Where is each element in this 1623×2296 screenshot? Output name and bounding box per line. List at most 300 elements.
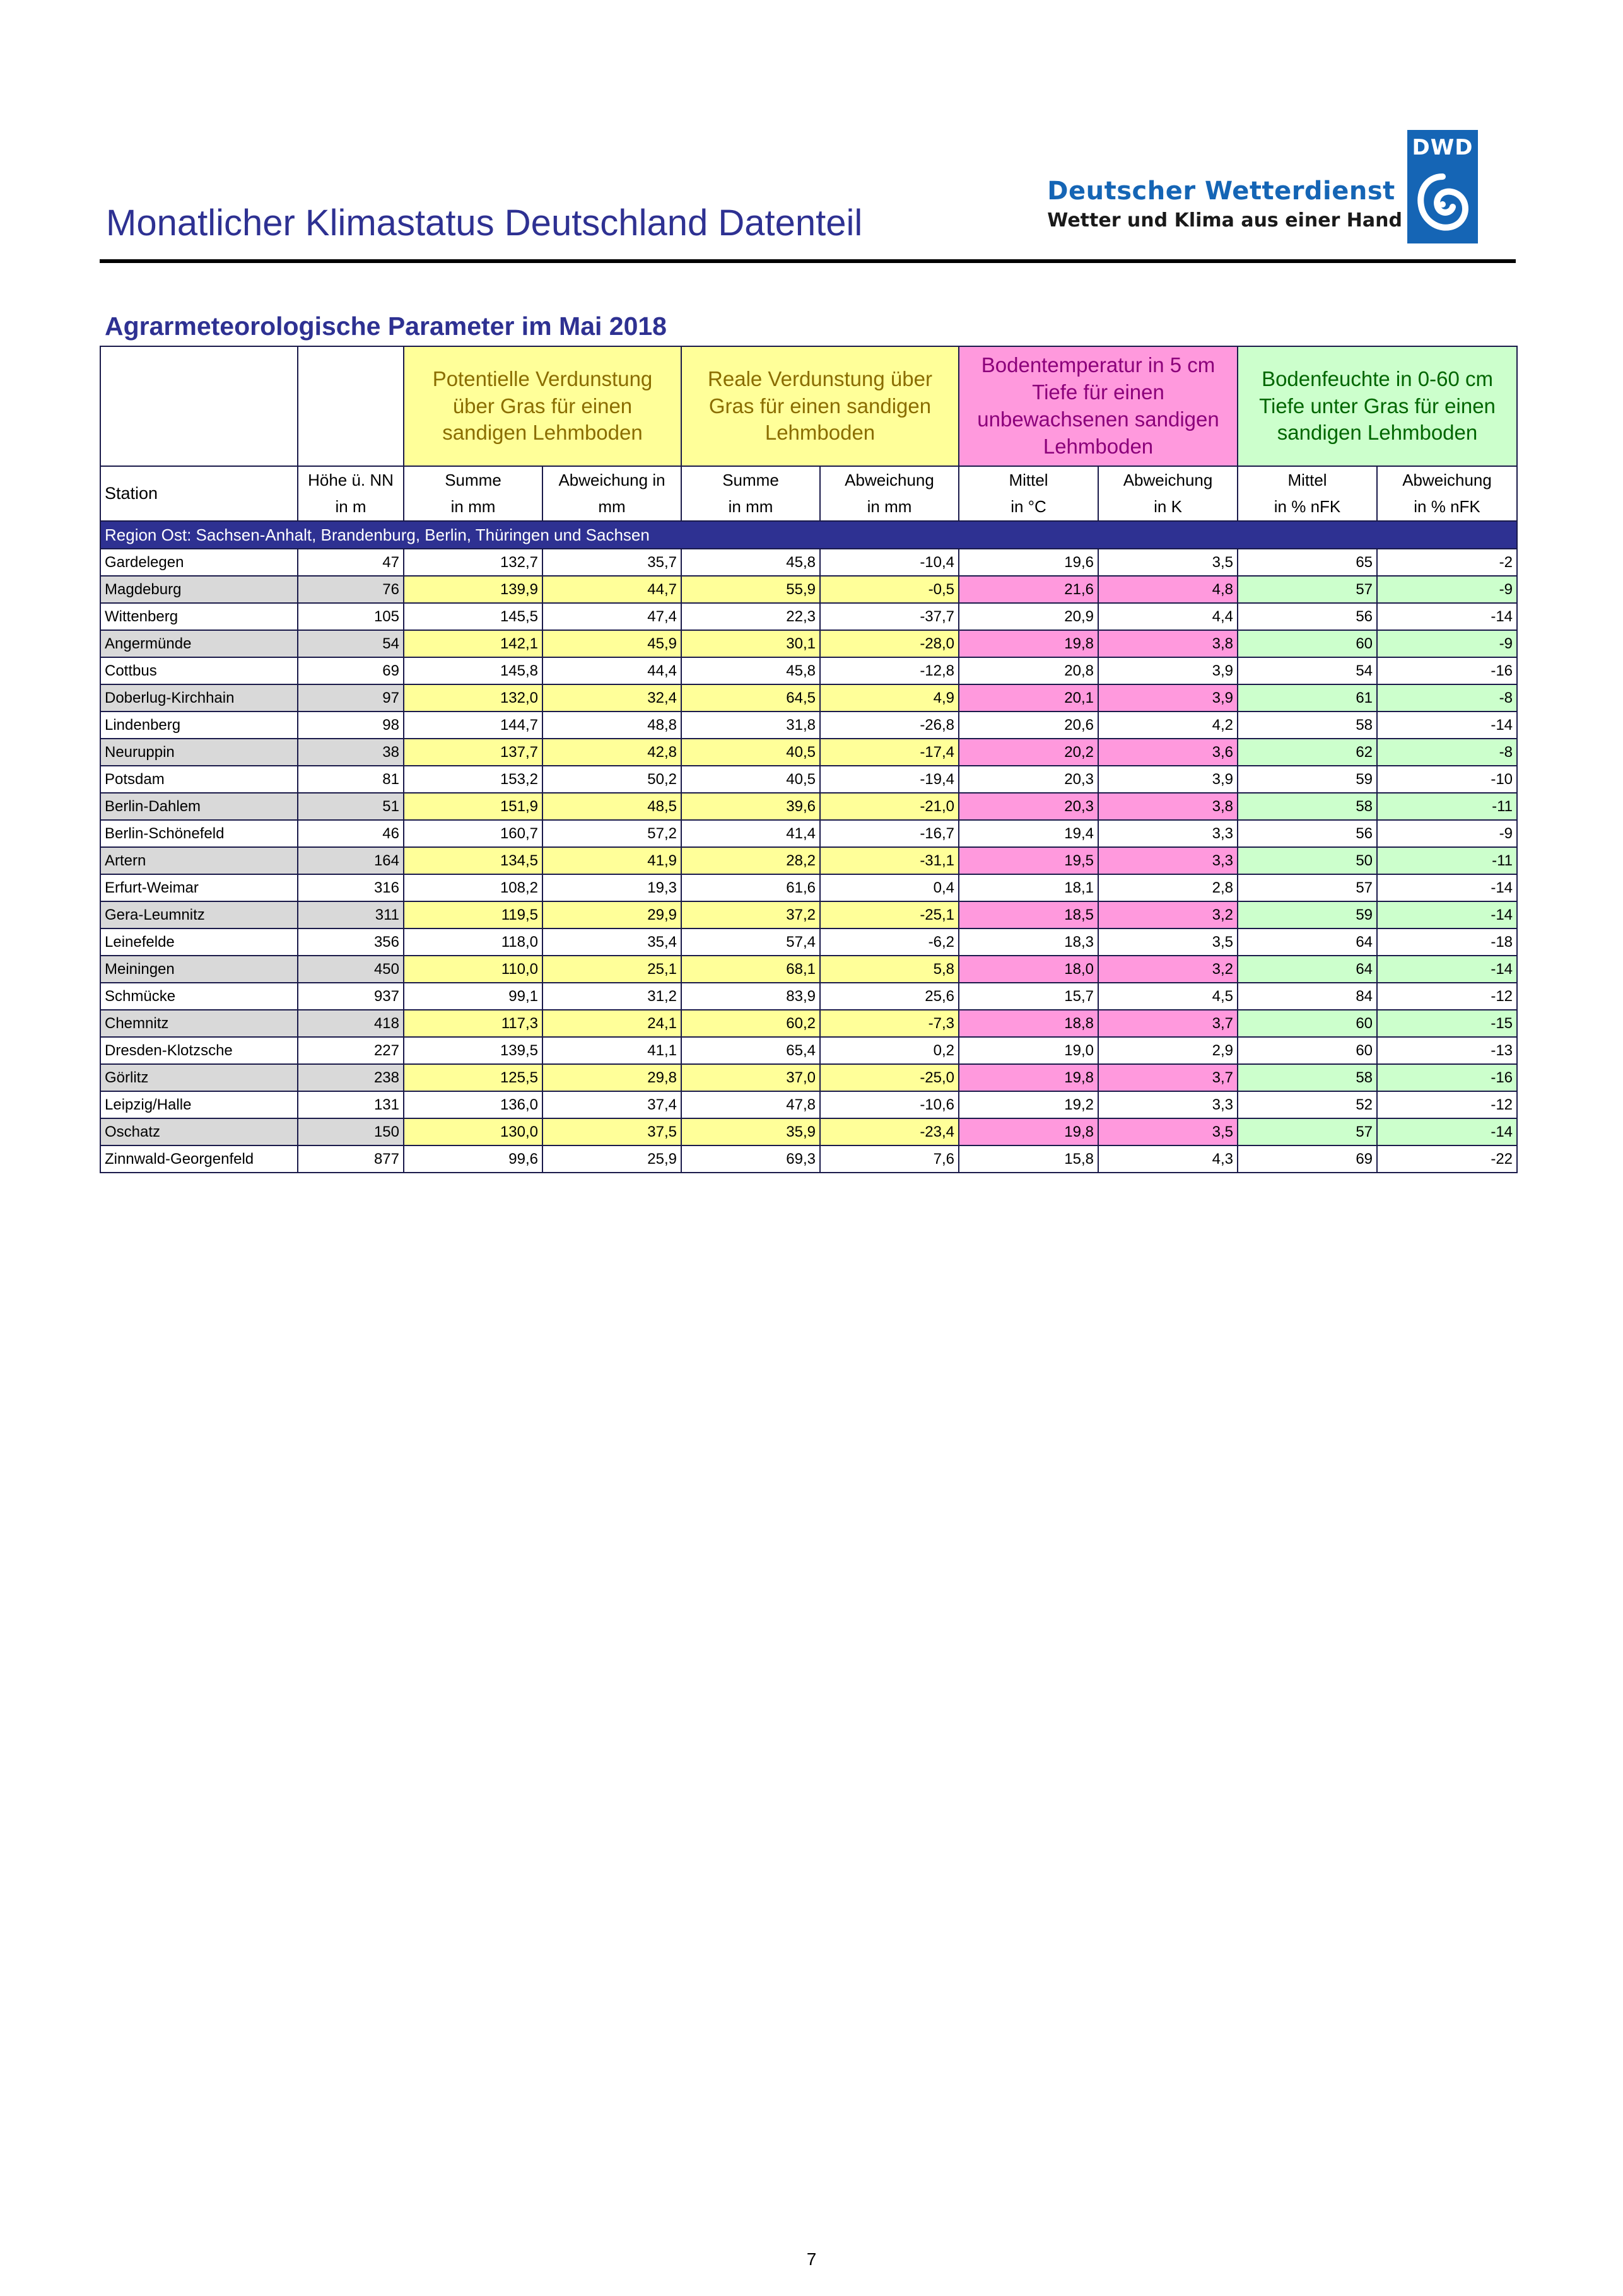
cell-pot-dev: 48,8 bbox=[542, 712, 681, 739]
cell-temp-mean: 18,1 bbox=[959, 874, 1098, 901]
cell-station-name: Schmücke bbox=[100, 983, 298, 1010]
cell-station-name: Görlitz bbox=[100, 1064, 298, 1091]
cell-real-dev: -31,1 bbox=[820, 847, 959, 874]
col-moist-dev bbox=[1377, 466, 1517, 521]
cell-temp-mean: 15,8 bbox=[959, 1145, 1098, 1173]
table-row bbox=[100, 1145, 1517, 1173]
cell-height: 450 bbox=[298, 956, 404, 983]
cell-station-name: Gera-Leumnitz bbox=[100, 901, 298, 928]
cell-station-name: Potsdam bbox=[100, 766, 298, 793]
cell-pot-sum: 137,7 bbox=[404, 739, 542, 766]
cell-moist-mean: 57 bbox=[1238, 576, 1377, 603]
table-row bbox=[100, 793, 1517, 820]
cell-height: 356 bbox=[298, 928, 404, 956]
cell-real-dev: 4,9 bbox=[820, 684, 959, 712]
cell-height: 38 bbox=[298, 739, 404, 766]
cell-moist-mean: 59 bbox=[1238, 901, 1377, 928]
cell-real-dev: -17,4 bbox=[820, 739, 959, 766]
table-row bbox=[100, 766, 1517, 793]
cell-temp-mean: 18,3 bbox=[959, 928, 1098, 956]
group-potential-evaporation: Potentielle Verdunstung über Gras für einen sandigen Lehmboden bbox=[404, 346, 681, 466]
cell-real-sum: 45,8 bbox=[681, 549, 820, 576]
cell-real-dev: 0,4 bbox=[820, 874, 959, 901]
cell-station-name: Berlin-Schönefeld bbox=[100, 820, 298, 847]
cell-moist-mean: 60 bbox=[1238, 630, 1377, 657]
cell-temp-mean: 19,8 bbox=[959, 1118, 1098, 1145]
cell-moist-dev: -8 bbox=[1377, 739, 1517, 766]
section-title: Agrarmeteorologische Parameter im Mai 2018 bbox=[105, 312, 667, 341]
cell-moist-mean: 50 bbox=[1238, 847, 1377, 874]
col-pot-dev-line2: mm bbox=[598, 496, 626, 516]
cell-real-sum: 39,6 bbox=[681, 793, 820, 820]
cell-real-sum: 28,2 bbox=[681, 847, 820, 874]
table-row bbox=[100, 603, 1517, 630]
cell-pot-sum: 132,0 bbox=[404, 684, 542, 712]
table-row bbox=[100, 739, 1517, 766]
cell-station-name: Erfurt-Weimar bbox=[100, 874, 298, 901]
table-row bbox=[100, 657, 1517, 684]
cell-pot-sum: 132,7 bbox=[404, 549, 542, 576]
cell-temp-dev: 3,6 bbox=[1098, 739, 1238, 766]
cell-height: 418 bbox=[298, 1010, 404, 1037]
cell-pot-sum: 153,2 bbox=[404, 766, 542, 793]
cell-real-sum: 64,5 bbox=[681, 684, 820, 712]
col-pot-sum-line2: in mm bbox=[450, 496, 496, 516]
col-moist-dev-line1: Abweichung bbox=[1402, 470, 1492, 489]
table-row bbox=[100, 549, 1517, 576]
region-row bbox=[100, 521, 1517, 549]
cell-pot-sum: 125,5 bbox=[404, 1064, 542, 1091]
cell-temp-mean: 19,0 bbox=[959, 1037, 1098, 1064]
cell-temp-dev: 3,5 bbox=[1098, 549, 1238, 576]
cell-pot-dev: 37,4 bbox=[542, 1091, 681, 1118]
table-row bbox=[100, 684, 1517, 712]
cell-moist-dev: -14 bbox=[1377, 1118, 1517, 1145]
cell-real-dev: -6,2 bbox=[820, 928, 959, 956]
cell-temp-dev: 3,8 bbox=[1098, 793, 1238, 820]
cell-temp-mean: 20,2 bbox=[959, 739, 1098, 766]
cell-pot-sum: 99,1 bbox=[404, 983, 542, 1010]
blank-header-cell bbox=[100, 346, 298, 466]
cell-moist-mean: 60 bbox=[1238, 1010, 1377, 1037]
cell-pot-sum: 139,5 bbox=[404, 1037, 542, 1064]
cell-station-name: Dresden-Klotzsche bbox=[100, 1037, 298, 1064]
cell-temp-mean: 18,0 bbox=[959, 956, 1098, 983]
cell-moist-dev: -14 bbox=[1377, 603, 1517, 630]
cell-real-dev: -0,5 bbox=[820, 576, 959, 603]
page-header bbox=[100, 126, 1516, 263]
cell-pot-dev: 25,1 bbox=[542, 956, 681, 983]
cell-real-sum: 40,5 bbox=[681, 766, 820, 793]
table-row bbox=[100, 576, 1517, 603]
cell-station-name: Neuruppin bbox=[100, 739, 298, 766]
cell-moist-mean: 64 bbox=[1238, 956, 1377, 983]
cell-moist-dev: -18 bbox=[1377, 928, 1517, 956]
table-row bbox=[100, 712, 1517, 739]
cell-station-name: Leinefelde bbox=[100, 928, 298, 956]
blank-header-cell bbox=[298, 346, 404, 466]
cell-station-name: Cottbus bbox=[100, 657, 298, 684]
table-row bbox=[100, 847, 1517, 874]
dwd-logo bbox=[1047, 130, 1503, 243]
cell-station-name: Berlin-Dahlem bbox=[100, 793, 298, 820]
cell-real-dev: -7,3 bbox=[820, 1010, 959, 1037]
cell-moist-dev: -9 bbox=[1377, 630, 1517, 657]
cell-moist-dev: -12 bbox=[1377, 1091, 1517, 1118]
cell-moist-dev: -9 bbox=[1377, 576, 1517, 603]
cell-temp-mean: 18,8 bbox=[959, 1010, 1098, 1037]
cell-station-name: Zinnwald-Georgenfeld bbox=[100, 1145, 298, 1173]
cell-height: 227 bbox=[298, 1037, 404, 1064]
col-real-sum-line1: Summe bbox=[722, 470, 779, 489]
cell-real-sum: 61,6 bbox=[681, 874, 820, 901]
cell-real-dev: 0,2 bbox=[820, 1037, 959, 1064]
cell-height: 54 bbox=[298, 630, 404, 657]
cell-pot-dev: 24,1 bbox=[542, 1010, 681, 1037]
cell-temp-mean: 20,1 bbox=[959, 684, 1098, 712]
cell-pot-sum: 117,3 bbox=[404, 1010, 542, 1037]
cell-height: 937 bbox=[298, 983, 404, 1010]
cell-pot-sum: 151,9 bbox=[404, 793, 542, 820]
cell-real-sum: 69,3 bbox=[681, 1145, 820, 1173]
cell-temp-mean: 19,2 bbox=[959, 1091, 1098, 1118]
cell-station-name: Gardelegen bbox=[100, 549, 298, 576]
table-row bbox=[100, 1037, 1517, 1064]
cell-pot-dev: 48,5 bbox=[542, 793, 681, 820]
logo-box-label: DWD bbox=[1412, 135, 1474, 160]
cell-temp-dev: 3,2 bbox=[1098, 956, 1238, 983]
cell-station-name: Wittenberg bbox=[100, 603, 298, 630]
cell-pot-sum: 108,2 bbox=[404, 874, 542, 901]
table-row bbox=[100, 874, 1517, 901]
cell-station-name: Leipzig/Halle bbox=[100, 1091, 298, 1118]
cell-real-dev: -10,4 bbox=[820, 549, 959, 576]
table-row bbox=[100, 1091, 1517, 1118]
table-row bbox=[100, 928, 1517, 956]
cell-real-dev: 7,6 bbox=[820, 1145, 959, 1173]
cell-temp-mean: 20,3 bbox=[959, 766, 1098, 793]
cell-pot-dev: 41,1 bbox=[542, 1037, 681, 1064]
cell-pot-sum: 136,0 bbox=[404, 1091, 542, 1118]
logo-text bbox=[1047, 177, 1402, 231]
cell-pot-sum: 118,0 bbox=[404, 928, 542, 956]
cell-real-sum: 83,9 bbox=[681, 983, 820, 1010]
cell-temp-dev: 3,9 bbox=[1098, 657, 1238, 684]
cell-real-sum: 65,4 bbox=[681, 1037, 820, 1064]
cell-real-sum: 30,1 bbox=[681, 630, 820, 657]
cell-height: 76 bbox=[298, 576, 404, 603]
col-moist-dev-line2: in % nFK bbox=[1414, 496, 1480, 516]
cell-height: 47 bbox=[298, 549, 404, 576]
col-temp-mean bbox=[959, 466, 1098, 521]
cell-temp-mean: 19,6 bbox=[959, 549, 1098, 576]
cell-height: 46 bbox=[298, 820, 404, 847]
group-real-evaporation: Reale Verdunstung über Gras für einen sandigen Lehmboden bbox=[681, 346, 959, 466]
col-temp-mean-line2: in °C bbox=[1011, 496, 1046, 516]
table-row bbox=[100, 820, 1517, 847]
cell-moist-dev: -14 bbox=[1377, 712, 1517, 739]
cell-real-dev: -25,1 bbox=[820, 901, 959, 928]
col-height-line1: Höhe ü. NN bbox=[308, 470, 394, 489]
table-body bbox=[100, 549, 1517, 1173]
col-real-sum-line2: in mm bbox=[728, 496, 773, 516]
cell-moist-dev: -14 bbox=[1377, 901, 1517, 928]
cell-moist-mean: 69 bbox=[1238, 1145, 1377, 1173]
cell-pot-dev: 41,9 bbox=[542, 847, 681, 874]
cell-moist-dev: -16 bbox=[1377, 657, 1517, 684]
cell-temp-mean: 19,8 bbox=[959, 630, 1098, 657]
cell-station-name: Oschatz bbox=[100, 1118, 298, 1145]
cell-pot-dev: 35,7 bbox=[542, 549, 681, 576]
cell-moist-dev: -12 bbox=[1377, 983, 1517, 1010]
cell-station-name: Artern bbox=[100, 847, 298, 874]
cell-moist-mean: 58 bbox=[1238, 712, 1377, 739]
cell-temp-dev: 4,4 bbox=[1098, 603, 1238, 630]
cell-temp-dev: 4,2 bbox=[1098, 712, 1238, 739]
cell-pot-dev: 29,9 bbox=[542, 901, 681, 928]
cell-temp-dev: 4,8 bbox=[1098, 576, 1238, 603]
cell-temp-mean: 20,3 bbox=[959, 793, 1098, 820]
cell-temp-mean: 19,4 bbox=[959, 820, 1098, 847]
cell-station-name: Doberlug-Kirchhain bbox=[100, 684, 298, 712]
cell-real-dev: -23,4 bbox=[820, 1118, 959, 1145]
cell-moist-dev: -9 bbox=[1377, 820, 1517, 847]
cell-real-dev: 25,6 bbox=[820, 983, 959, 1010]
cell-temp-dev: 3,9 bbox=[1098, 684, 1238, 712]
col-temp-dev bbox=[1098, 466, 1238, 521]
cell-real-sum: 68,1 bbox=[681, 956, 820, 983]
cell-moist-mean: 84 bbox=[1238, 983, 1377, 1010]
cell-real-sum: 41,4 bbox=[681, 820, 820, 847]
col-temp-dev-line2: in K bbox=[1154, 496, 1182, 516]
dwd-swirl-icon bbox=[1414, 169, 1472, 238]
cell-moist-mean: 58 bbox=[1238, 1064, 1377, 1091]
cell-temp-mean: 20,6 bbox=[959, 712, 1098, 739]
cell-temp-dev: 4,3 bbox=[1098, 1145, 1238, 1173]
cell-temp-mean: 19,5 bbox=[959, 847, 1098, 874]
cell-moist-dev: -22 bbox=[1377, 1145, 1517, 1173]
cell-real-dev: -26,8 bbox=[820, 712, 959, 739]
cell-moist-dev: -11 bbox=[1377, 793, 1517, 820]
region-label: Region Ost: Sachsen-Anhalt, Brandenburg, Berlin, Thüringen und Sachsen bbox=[100, 521, 1517, 549]
cell-temp-dev: 3,2 bbox=[1098, 901, 1238, 928]
cell-pot-dev: 29,8 bbox=[542, 1064, 681, 1091]
cell-real-sum: 55,9 bbox=[681, 576, 820, 603]
cell-pot-sum: 145,5 bbox=[404, 603, 542, 630]
cell-station-name: Chemnitz bbox=[100, 1010, 298, 1037]
cell-real-sum: 22,3 bbox=[681, 603, 820, 630]
cell-moist-dev: -10 bbox=[1377, 766, 1517, 793]
col-real-dev-line2: in mm bbox=[867, 496, 912, 516]
cell-moist-dev: -14 bbox=[1377, 874, 1517, 901]
cell-pot-dev: 50,2 bbox=[542, 766, 681, 793]
cell-temp-dev: 2,8 bbox=[1098, 874, 1238, 901]
col-moist-mean bbox=[1238, 466, 1377, 521]
group-soil-temperature: Bodentemperatur in 5 cm Tiefe für einen unbewachsenen sandigen Lehmboden bbox=[959, 346, 1238, 466]
cell-moist-mean: 65 bbox=[1238, 549, 1377, 576]
cell-temp-dev: 2,9 bbox=[1098, 1037, 1238, 1064]
col-real-sum bbox=[681, 466, 820, 521]
col-temp-mean-line1: Mittel bbox=[1009, 470, 1048, 489]
cell-temp-mean: 19,8 bbox=[959, 1064, 1098, 1091]
column-header-row bbox=[100, 466, 1517, 521]
cell-pot-sum: 110,0 bbox=[404, 956, 542, 983]
logo-slogan: Wetter und Klima aus einer Hand bbox=[1047, 209, 1402, 231]
cell-pot-sum: 160,7 bbox=[404, 820, 542, 847]
cell-real-dev: -25,0 bbox=[820, 1064, 959, 1091]
logo-name: Deutscher Wetterdienst bbox=[1047, 177, 1395, 206]
cell-moist-dev: -15 bbox=[1377, 1010, 1517, 1037]
cell-pot-sum: 144,7 bbox=[404, 712, 542, 739]
cell-height: 131 bbox=[298, 1091, 404, 1118]
cell-moist-mean: 62 bbox=[1238, 739, 1377, 766]
cell-moist-mean: 52 bbox=[1238, 1091, 1377, 1118]
cell-temp-dev: 3,7 bbox=[1098, 1010, 1238, 1037]
cell-pot-dev: 31,2 bbox=[542, 983, 681, 1010]
col-real-dev-line1: Abweichung bbox=[845, 470, 934, 489]
cell-pot-dev: 44,4 bbox=[542, 657, 681, 684]
header-rule bbox=[100, 259, 1516, 263]
table-row bbox=[100, 630, 1517, 657]
cell-real-sum: 57,4 bbox=[681, 928, 820, 956]
group-soil-moisture: Bodenfeuchte in 0-60 cm Tiefe unter Gras für einen sandigen Lehmboden bbox=[1238, 346, 1517, 466]
cell-moist-mean: 56 bbox=[1238, 603, 1377, 630]
table-row bbox=[100, 901, 1517, 928]
cell-temp-mean: 21,6 bbox=[959, 576, 1098, 603]
col-temp-dev-line1: Abweichung bbox=[1123, 470, 1213, 489]
cell-temp-dev: 3,3 bbox=[1098, 1091, 1238, 1118]
cell-moist-dev: -8 bbox=[1377, 684, 1517, 712]
cell-pot-dev: 57,2 bbox=[542, 820, 681, 847]
col-moist-mean-line1: Mittel bbox=[1287, 470, 1327, 489]
cell-moist-mean: 56 bbox=[1238, 820, 1377, 847]
cell-real-dev: -19,4 bbox=[820, 766, 959, 793]
cell-real-sum: 37,0 bbox=[681, 1064, 820, 1091]
cell-height: 81 bbox=[298, 766, 404, 793]
cell-pot-dev: 37,5 bbox=[542, 1118, 681, 1145]
table-row bbox=[100, 1010, 1517, 1037]
cell-moist-mean: 59 bbox=[1238, 766, 1377, 793]
cell-real-sum: 60,2 bbox=[681, 1010, 820, 1037]
cell-moist-mean: 57 bbox=[1238, 1118, 1377, 1145]
cell-real-dev: 5,8 bbox=[820, 956, 959, 983]
cell-real-sum: 31,8 bbox=[681, 712, 820, 739]
cell-real-dev: -21,0 bbox=[820, 793, 959, 820]
cell-temp-mean: 15,7 bbox=[959, 983, 1098, 1010]
cell-real-dev: -12,8 bbox=[820, 657, 959, 684]
table-row bbox=[100, 983, 1517, 1010]
agrometeorology-table bbox=[100, 346, 1518, 1173]
cell-real-sum: 40,5 bbox=[681, 739, 820, 766]
cell-moist-mean: 61 bbox=[1238, 684, 1377, 712]
cell-station-name: Meiningen bbox=[100, 956, 298, 983]
cell-moist-dev: -14 bbox=[1377, 956, 1517, 983]
cell-moist-dev: -11 bbox=[1377, 847, 1517, 874]
cell-moist-mean: 60 bbox=[1238, 1037, 1377, 1064]
cell-temp-dev: 3,5 bbox=[1098, 1118, 1238, 1145]
cell-temp-dev: 3,7 bbox=[1098, 1064, 1238, 1091]
cell-pot-dev: 42,8 bbox=[542, 739, 681, 766]
cell-real-dev: -28,0 bbox=[820, 630, 959, 657]
cell-temp-dev: 3,3 bbox=[1098, 847, 1238, 874]
cell-height: 105 bbox=[298, 603, 404, 630]
cell-real-sum: 35,9 bbox=[681, 1118, 820, 1145]
cell-pot-dev: 19,3 bbox=[542, 874, 681, 901]
table-row bbox=[100, 1118, 1517, 1145]
cell-height: 238 bbox=[298, 1064, 404, 1091]
cell-temp-dev: 3,3 bbox=[1098, 820, 1238, 847]
cell-moist-mean: 58 bbox=[1238, 793, 1377, 820]
cell-moist-dev: -13 bbox=[1377, 1037, 1517, 1064]
cell-real-sum: 47,8 bbox=[681, 1091, 820, 1118]
cell-moist-mean: 54 bbox=[1238, 657, 1377, 684]
cell-pot-dev: 32,4 bbox=[542, 684, 681, 712]
cell-height: 51 bbox=[298, 793, 404, 820]
cell-temp-dev: 3,8 bbox=[1098, 630, 1238, 657]
cell-height: 164 bbox=[298, 847, 404, 874]
cell-temp-mean: 20,9 bbox=[959, 603, 1098, 630]
table-row bbox=[100, 1064, 1517, 1091]
cell-height: 97 bbox=[298, 684, 404, 712]
cell-moist-dev: -16 bbox=[1377, 1064, 1517, 1091]
cell-pot-sum: 99,6 bbox=[404, 1145, 542, 1173]
cell-temp-mean: 18,5 bbox=[959, 901, 1098, 928]
col-pot-dev bbox=[542, 466, 681, 521]
cell-pot-sum: 145,8 bbox=[404, 657, 542, 684]
cell-pot-sum: 130,0 bbox=[404, 1118, 542, 1145]
cell-pot-sum: 134,5 bbox=[404, 847, 542, 874]
cell-height: 311 bbox=[298, 901, 404, 928]
cell-pot-dev: 45,9 bbox=[542, 630, 681, 657]
cell-pot-dev: 25,9 bbox=[542, 1145, 681, 1173]
col-pot-sum bbox=[404, 466, 542, 521]
col-height-line2: in m bbox=[335, 496, 366, 516]
page-title: Monatlicher Klimastatus Deutschland Datenteil bbox=[106, 202, 863, 243]
cell-real-dev: -10,6 bbox=[820, 1091, 959, 1118]
cell-pot-sum: 139,9 bbox=[404, 576, 542, 603]
cell-temp-mean: 20,8 bbox=[959, 657, 1098, 684]
cell-temp-dev: 4,5 bbox=[1098, 983, 1238, 1010]
col-pot-sum-line1: Summe bbox=[445, 470, 501, 489]
cell-pot-dev: 47,4 bbox=[542, 603, 681, 630]
cell-height: 877 bbox=[298, 1145, 404, 1173]
cell-height: 150 bbox=[298, 1118, 404, 1145]
col-real-dev bbox=[820, 466, 959, 521]
cell-temp-dev: 3,9 bbox=[1098, 766, 1238, 793]
cell-temp-dev: 3,5 bbox=[1098, 928, 1238, 956]
cell-moist-dev: -2 bbox=[1377, 549, 1517, 576]
table-row bbox=[100, 956, 1517, 983]
page-number: 7 bbox=[806, 2249, 817, 2269]
col-station: Station bbox=[100, 466, 298, 521]
cell-station-name: Angermünde bbox=[100, 630, 298, 657]
cell-pot-dev: 35,4 bbox=[542, 928, 681, 956]
cell-height: 69 bbox=[298, 657, 404, 684]
cell-real-sum: 37,2 bbox=[681, 901, 820, 928]
cell-pot-sum: 119,5 bbox=[404, 901, 542, 928]
logo-box bbox=[1407, 130, 1478, 243]
group-header-row bbox=[100, 346, 1517, 466]
cell-real-dev: -37,7 bbox=[820, 603, 959, 630]
cell-moist-mean: 64 bbox=[1238, 928, 1377, 956]
cell-real-sum: 45,8 bbox=[681, 657, 820, 684]
cell-pot-sum: 142,1 bbox=[404, 630, 542, 657]
cell-moist-mean: 57 bbox=[1238, 874, 1377, 901]
cell-station-name: Lindenberg bbox=[100, 712, 298, 739]
col-moist-mean-line2: in % nFK bbox=[1274, 496, 1341, 516]
cell-station-name: Magdeburg bbox=[100, 576, 298, 603]
cell-height: 316 bbox=[298, 874, 404, 901]
